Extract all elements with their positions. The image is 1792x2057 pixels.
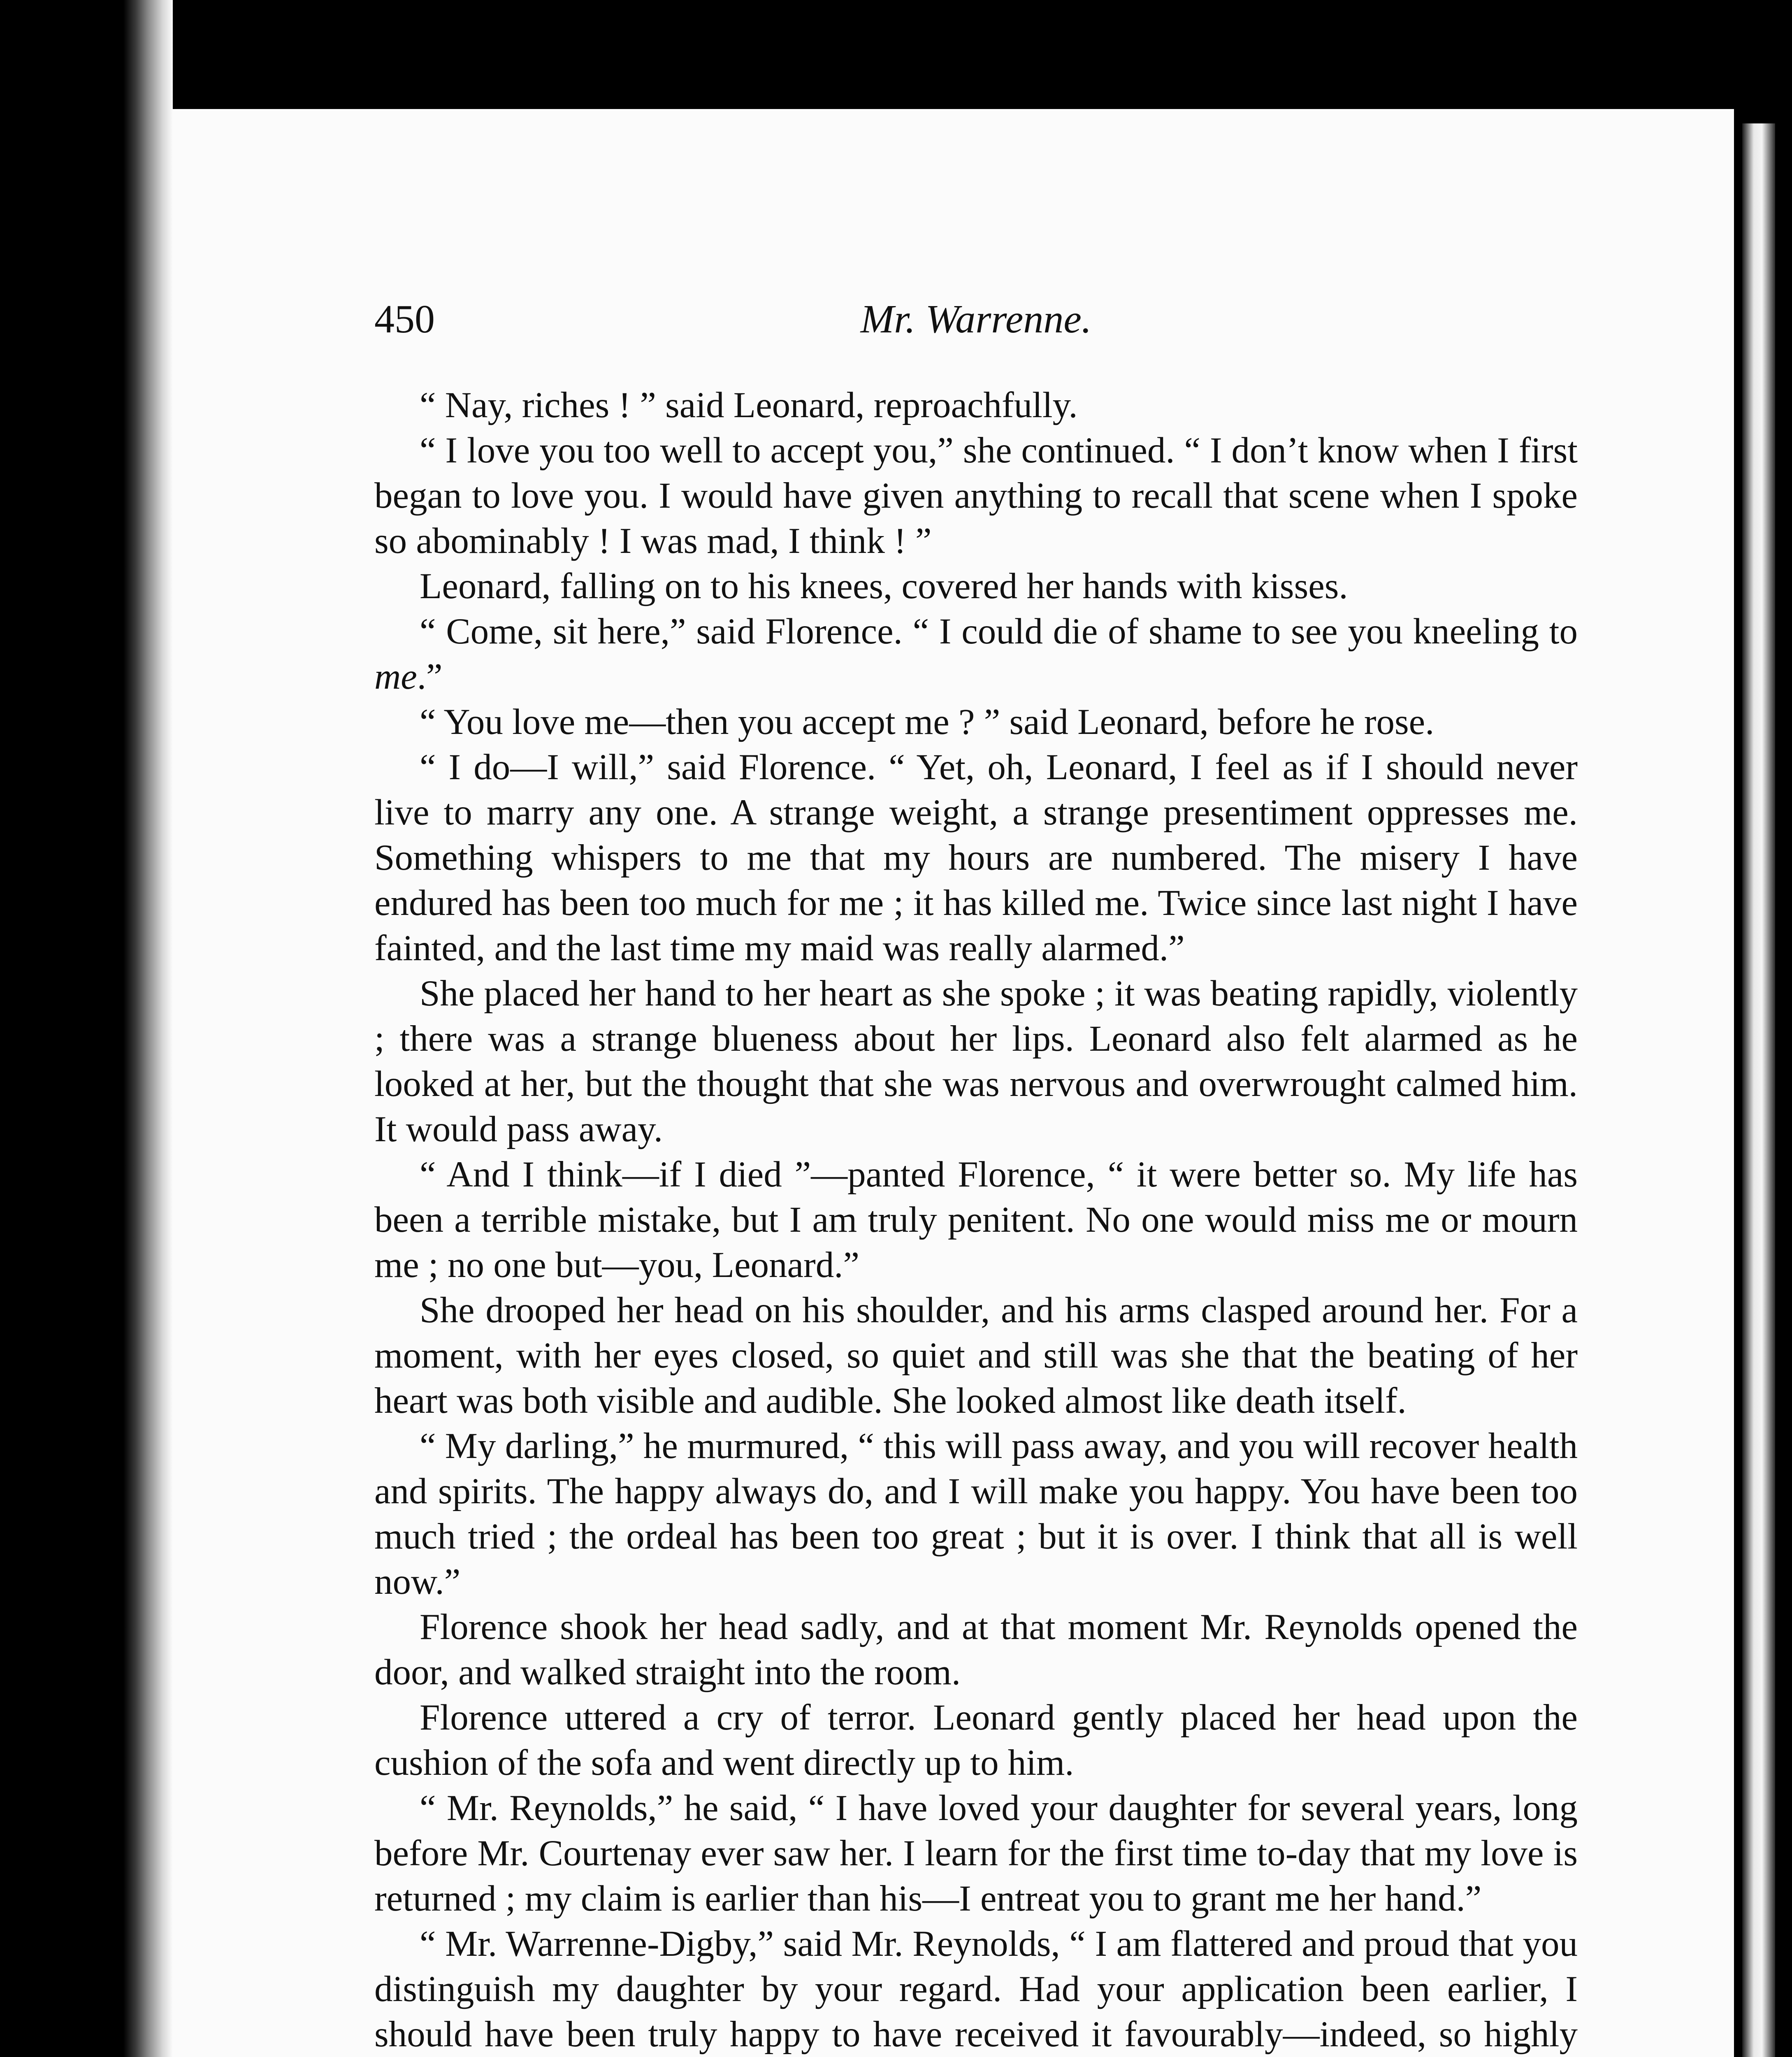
- paragraph-14: “ Mr. Warrenne-Digby,” said Mr. Reynolds, “ I am flattered and proud that you distinguish my daughter by your regard. Had your application been earlier, I should have been truly happy to have received it favourably—indeed, so highly: [374, 1924, 1578, 2055]
- paragraph-2: “ I love you too well to accept you,” she continued. “ I don’t know when I first began to love you. I would have given anything to recall that scene when I spoke so abominably ! I was mad, I think ! ”: [374, 430, 1578, 561]
- running-title: Mr. Warrenne.: [860, 297, 1092, 341]
- paragraph-7: She placed her hand to her heart as she spoke ; it was beating rapidly, violently ; there was a strange blueness about her lips. Leonard also felt alarmed as he looked at her, but the thought that she was nervous and overwrought calmed him. It would pass away.: [374, 973, 1578, 1149]
- paragraph-8: “ And I think—if I died ”—panted Florence, “ it were better so. My life has been a terrible mistake, but I am truly penitent. No one would miss me or mourn me ; no one but—you, Leonard.”: [374, 1154, 1578, 1285]
- paragraph-3: Leonard, falling on to his knees, covered her hands with kisses.: [420, 566, 1348, 606]
- paragraph-12: Florence uttered a cry of terror. Leonard gently placed her head upon the cushion of the sofa and went directly up to him.: [374, 1697, 1578, 1783]
- paragraph-1: “ Nay, riches ! ” said Leonard, reproachfully.: [420, 385, 1078, 425]
- book-binding-shadow: [0, 0, 173, 2057]
- page-header: [374, 296, 1578, 346]
- page-number: 450: [374, 297, 435, 341]
- paragraph-5: “ You love me—then you accept me ? ” said Leonard, before he rose.: [420, 702, 1435, 742]
- paragraph-10: “ My darling,” he murmured, “ this will pass away, and you will recover health and spirits. The happy always do, and I will make you happy. You have been too much tried ; the ordeal has been too great ; but it is over. I think that all is well now.”: [374, 1426, 1578, 1602]
- paragraph-13: “ Mr. Reynolds,” he said, “ I have loved your daughter for several years, long before Mr. Courtenay ever saw her. I learn for the first time to-day that my love is returned ; my claim is earlier than his—I entreat you to grant me her hand.”: [374, 1788, 1578, 1919]
- paragraph-11: Florence shook her head sadly, and at that moment Mr. Reynolds opened the door, and walked straight into the room.: [374, 1607, 1578, 1692]
- paragraph-4: “ Come, sit here,” said Florence. “ I could die of shame to see you kneeling to me.”: [374, 611, 1578, 697]
- paragraph-6: “ I do—I will,” said Florence. “ Yet, oh, Leonard, I feel as if I should never live to marry any one. A strange weight, a strange presentiment oppresses me. Something whispers to me that my hours are numbered. The misery I have endured has been too much for me ; it has killed me. Twice since last night I have fainted, and the last time my maid was really alarmed.”: [374, 747, 1578, 968]
- next-page-edge: [1742, 123, 1775, 2057]
- paragraph-9: She drooped her head on his shoulder, and his arms clasped around her. For a moment, with her eyes closed, so quiet and still was she that the beating of her heart was both visible and audible. She looked almost like death itself.: [374, 1290, 1578, 1421]
- body-text: [374, 383, 1578, 2057]
